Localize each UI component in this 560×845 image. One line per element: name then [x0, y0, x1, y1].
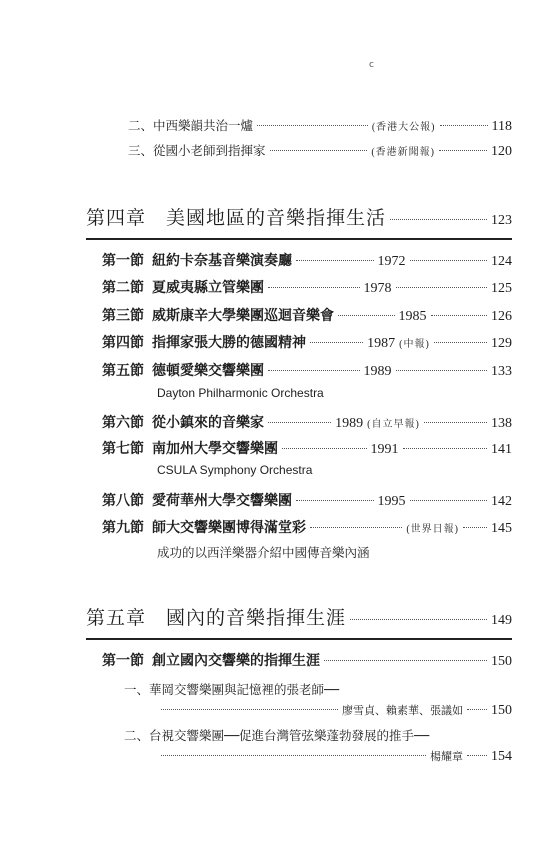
section-number: 第四節: [102, 335, 144, 351]
page-number: 141: [491, 442, 512, 457]
section-year: 1989: [335, 416, 364, 431]
section-number: 第三節: [102, 308, 144, 324]
section-subtitle: CSULA Symphony Orchestra: [157, 463, 313, 477]
page-number: 154: [491, 749, 512, 764]
chapter-heading[interactable]: [86, 203, 512, 230]
section-year: 1995: [377, 494, 406, 509]
dot-leader: [268, 370, 360, 371]
section-subtitle: Dayton Philharmonic Orchestra: [157, 386, 324, 400]
dot-leader: [390, 219, 487, 220]
source-label: (香港大公報): [371, 122, 436, 133]
section-entry[interactable]: [102, 490, 512, 510]
section-entry[interactable]: [102, 332, 512, 352]
subentry-title[interactable]: 二、台視交響樂團──促進台灣管弦樂蓬勃發展的推手──: [124, 728, 430, 743]
page-number: 118: [491, 119, 512, 134]
section-title: 威斯康辛大學樂團巡迴音樂會: [152, 308, 334, 324]
section-title: 從小鎮來的音樂家: [152, 415, 264, 431]
section-year: 1991: [370, 442, 399, 457]
dot-leader: [403, 448, 488, 449]
page-number: 126: [491, 309, 512, 324]
entry-title: 三、從國小老師到指揮家: [128, 143, 266, 158]
dot-leader: [424, 422, 487, 423]
section-title: 師大交響樂團博得滿堂彩: [152, 520, 306, 536]
section-year: 1978: [363, 281, 392, 296]
source-label: (世界日報): [406, 524, 459, 535]
dot-leader: [257, 125, 368, 126]
section-number: 第二節: [102, 280, 144, 296]
chapter-title: 第四章 美國地區的音樂指揮生活: [86, 207, 387, 229]
chapter-title: 第五章 國內的音樂指揮生涯: [86, 607, 347, 629]
page-number: 145: [491, 521, 512, 536]
page-number: 142: [491, 494, 512, 509]
section-entry[interactable]: [102, 250, 512, 270]
dot-leader: [324, 660, 487, 661]
toc-entry[interactable]: [128, 116, 512, 135]
section-entry[interactable]: [102, 277, 512, 297]
dot-leader: [161, 755, 426, 756]
section-year: 1985: [398, 309, 427, 324]
dot-leader: [296, 260, 374, 261]
section-number: 第五節: [102, 363, 144, 379]
dot-leader: [350, 619, 487, 620]
chapter-heading[interactable]: [86, 603, 512, 630]
section-year: 1989: [363, 364, 392, 379]
author-names: 廖雪貞、賴素華、張議如: [342, 704, 463, 717]
section-subtitle: 成功的以西洋樂器介紹中國傳音樂內涵: [157, 545, 370, 560]
source-label: (香港新聞報): [371, 147, 435, 158]
section-entry[interactable]: [102, 360, 512, 380]
source-label: (自立早報): [367, 419, 420, 430]
dot-leader: [310, 342, 363, 343]
section-year: 1972: [377, 254, 406, 269]
page-number: 150: [491, 654, 512, 669]
dot-leader: [282, 448, 367, 449]
dot-leader: [396, 370, 488, 371]
dot-leader: [396, 287, 488, 288]
page-number: 138: [491, 416, 513, 431]
dot-leader: [463, 527, 487, 528]
section-title: 愛荷華州大學交響樂團: [152, 493, 292, 509]
dot-leader: [268, 287, 360, 288]
page-number: 150: [491, 703, 512, 718]
subentry-title[interactable]: 一、華岡交響樂團與記憶裡的張老師──: [124, 682, 340, 697]
dot-leader: [338, 315, 395, 316]
section-entry[interactable]: [102, 438, 512, 458]
dot-leader: [434, 342, 487, 343]
section-number: 第一節: [102, 253, 144, 269]
section-year: 1987: [367, 336, 396, 351]
page-number: 123: [491, 213, 512, 228]
chapter-rule: [86, 238, 512, 240]
dot-leader: [410, 500, 488, 501]
page-mark: c: [369, 60, 374, 70]
author-names: 楊耀章: [430, 750, 463, 763]
entry-title: 二、中西樂韻共治一爐: [128, 118, 254, 133]
page-number: 120: [491, 144, 512, 159]
page-number: 133: [491, 364, 512, 379]
section-title: 南加州大學交響樂團: [152, 441, 278, 457]
dot-leader: [439, 150, 487, 151]
page-number: 129: [491, 336, 513, 351]
section-entry[interactable]: [102, 305, 512, 325]
section-number: 第六節: [102, 415, 144, 431]
page-number: 125: [491, 281, 512, 296]
dot-leader: [431, 315, 488, 316]
section-entry[interactable]: [102, 650, 512, 670]
dot-leader: [270, 150, 368, 151]
dot-leader: [268, 422, 331, 423]
dot-leader: [296, 500, 374, 501]
section-number: 第八節: [102, 493, 144, 509]
page-number: 149: [491, 613, 512, 628]
subentry-author-line[interactable]: [157, 748, 512, 765]
dot-leader: [410, 260, 488, 261]
dot-leader: [467, 755, 487, 756]
section-entry[interactable]: [102, 517, 512, 537]
section-number: 第九節: [102, 520, 144, 536]
dot-leader: [467, 709, 487, 710]
dot-leader: [310, 527, 402, 528]
section-title: 指揮家張大勝的德國精神: [152, 335, 306, 351]
section-title: 夏威夷縣立管樂團: [152, 280, 264, 296]
section-title: 創立國內交響樂的指揮生涯: [152, 653, 320, 669]
section-title: 德頓愛樂交響樂團: [152, 363, 264, 379]
source-label: (中報): [399, 339, 430, 350]
section-number: 第一節: [102, 653, 144, 669]
chapter-rule: [86, 638, 512, 640]
toc-entry[interactable]: [128, 141, 512, 160]
section-number: 第七節: [102, 441, 144, 457]
section-entry[interactable]: [102, 412, 512, 432]
section-title: 紐約卡奈基音樂演奏廳: [152, 253, 292, 269]
page-number: 124: [491, 254, 512, 269]
dot-leader: [161, 709, 338, 710]
dot-leader: [440, 125, 488, 126]
subentry-author-line[interactable]: [157, 702, 512, 719]
